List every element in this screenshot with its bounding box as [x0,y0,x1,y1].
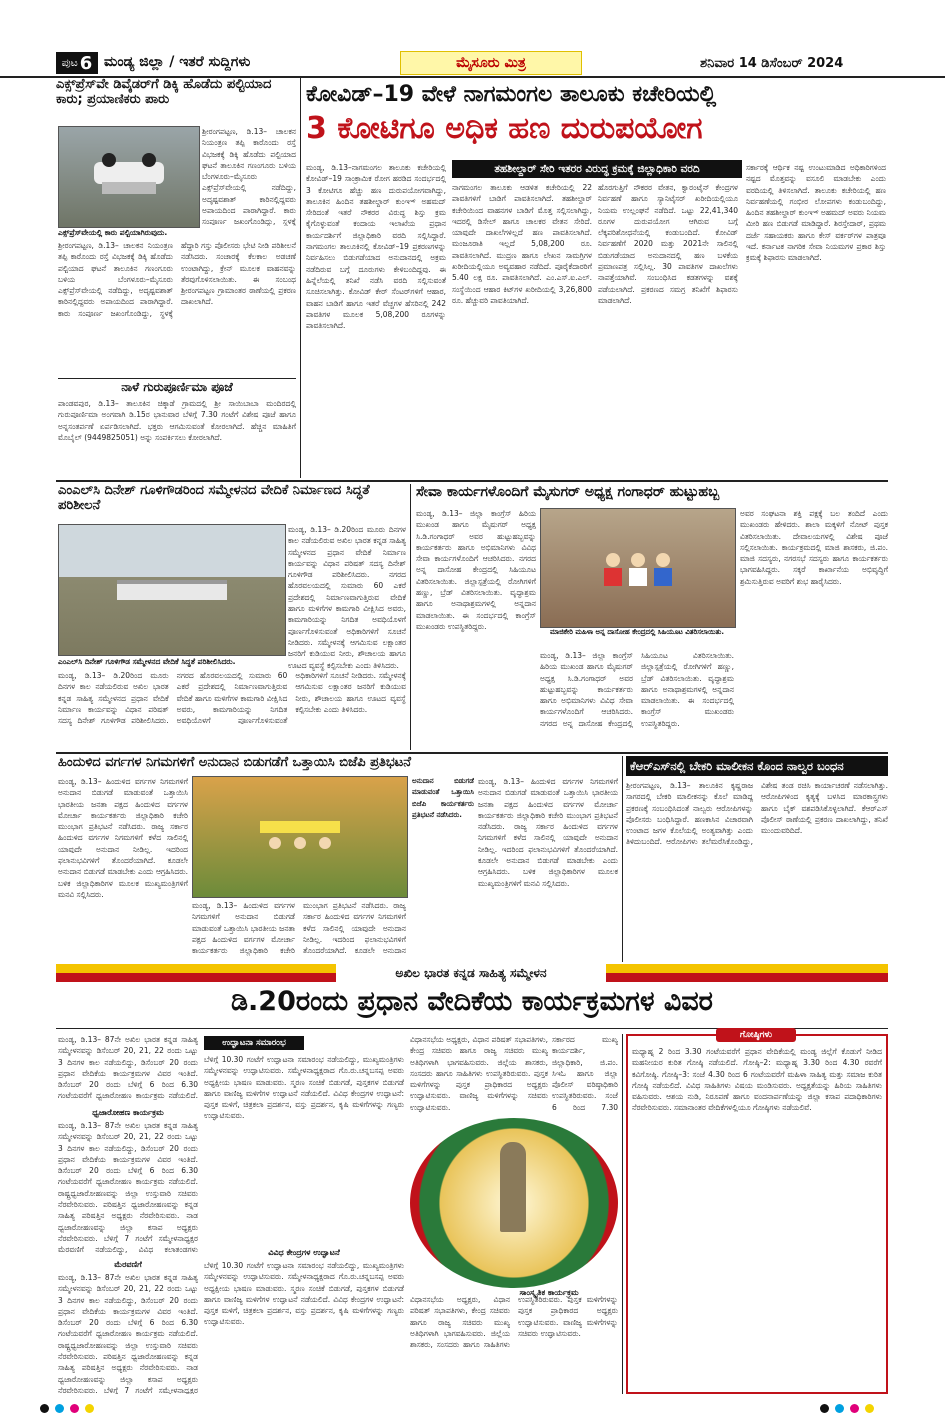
masthead: ಮೈಸೂರು ಮಿತ್ರ [400,51,582,75]
story5-photo [192,776,408,898]
sammelana-col-1-more: ಮಂಡ್ಯ, ಡಿ.13– 87ನೇ ಅಖಿಲ ಭಾರತ ಕನ್ನಡ ಸಾಹಿತ್ಯ ಸಮ್ಮೇಳನವನ್ನು ಡಿಸೆಂಬರ್ 20, 21, 22 ರಂದು ಒಟ್ಟು 3 ದಿನಗಳ ಕಾಲ ನಡೆಯಲಿದ್ದು, ಡಿಸೆಂಬರ್ 20 ರಂದು ಪ್ರಧಾನ ವೇದಿಕೆಯ ಕಾರ್ಯಕ್ರಮಗಳ ವಿವರ ಇಂತಿದೆ. ಡಿಸೆಂಬರ್ 20 ರಂದು ಬೆಳಿಗ್ಗೆ 6 ರಿಂದ 6.30 ಗಂಟೆಯವರೆಗೆ ಧ್ವಜಾರೋಹಣ ಕಾರ್ಯಕ್ರಮ ನಡೆಯಲಿದೆ. ರಾಷ್ಟ್ರಧ್ವಜಾರೋಹಣವನ್ನು ಜಿಲ್ಲಾ ಉಸ್ತುವಾರಿ ಸಚಿವರು ನೆರವೇರಿಸುವರು. ಪರಿಷತ್ತಿನ ಧ್ವಜಾರೋಹಣವನ್ನು ಕನ್ನಡ ಸಾಹಿತ್ಯ ಪರಿಷತ್ತಿನ ಅಧ್ಯಕ್ಷರು ನೆರವೇರಿಸುವರು. ನಾಡ ಧ್ವಜಾರೋಹಣವನ್ನು ಜಿಲ್ಲಾ ಕಸಾಪ ಅಧ್ಯಕ್ಷರು ನೆರವೇರಿಸುವರು. ಬೆಳಿಗ್ಗೆ 7 ಗಂಟೆಗೆ ಸಮ್ಮೇಳನಾಧ್ಯಕ್ಷರ [58,1273,198,1394]
story4-body-mid: ಮಂಡ್ಯ, ಡಿ.13– ಜಿಲ್ಲಾ ಕಾಂಗ್ರೆಸ್ ಹಿರಿಯ ಮುಖಂಡ ಹಾಗೂ ಮೈಷುಗರ್ ಅಧ್ಯಕ್ಷ ಸಿ.ಡಿ.ಗಂಗಾಧರ್ ಅವರ ಹುಟ್ಟುಹಬ್ಬವನ್ನು ಕಾರ್ಯಕರ್ತರು ಹಾಗೂ ಅಭಿಮಾನಿಗಳು ವಿವಿಧ ಸೇವಾ ಕಾರ್ಯಗಳೊಂದಿಗೆ ಆಚರಿಸಿದರು. ನಗರದ ಅನ್ನ ದಾಸೋಹ ಕೇಂದ್ರದಲ್ಲಿ ಸಿಹಿಯೂಟ ವಿತರಿಸಲಾಯಿತು. ಜಿಲ್ಲಾಸ್ಪತ್ರೆಯಲ್ಲಿ ರೋಗಿಗಳಿಗೆ ಹಣ್ಣು, ಬ್ರೆಡ್ ವಿತರಿಸಲಾಯಿತು. ವೃದ್ಧಾಶ್ರಮ ಹಾಗೂ ಅನಾಥಾಶ್ರಮಗಳಲ್ಲಿ ಅನ್ನದಾನ ಮಾಡಲಾಯಿತು. ಈ ಸಂದರ್ಭದಲ್ಲಿ ಕಾಂಗ್ರೆಸ್ ಮುಖಂಡರು ಉಪಸ್ಥಿತರಿದ್ದರು. [540,651,734,728]
sammelana-sub-inauguration: ಉದ್ಘಾಟನಾ ಸಮಾರಂಭ [204,1036,304,1050]
column-rule [410,484,411,750]
lead-subhead: ತಹಶೀಲ್ದಾರ್ ಸೇರಿ ಇತರರ ವಿರುದ್ಧ ಕ್ರಮಕ್ಕೆ ಜಿಲ್ಲಾಧಿಕಾರಿ ವರದಿ [452,160,742,178]
sammelana-col-4-top: ಸರ್ಕಾರದ ಮುಖ್ಯ ಕಾರ್ಯದರ್ಶಿ, ಜಿಲ್ಲಾಧಿಕಾರಿ, ಜಿ.ಪಂ. ಸಿಇಓ ಹಾಗೂ ಜಿಲ್ಲಾ ಪೊಲೀಸ್ ವರಿಷ್ಠಾಧಿಕಾರಿ ಉಪಸ್ಥಿತರಿರುವರು. ಸಂಜೆ 6 ರಿಂದ 7.30 [552,1035,618,1112]
sammelana-col-2: ಬೆಳಿಗ್ಗೆ 10.30 ಗಂಟೆಗೆ ಉದ್ಘಾಟನಾ ಸಮಾರಂಭ ನಡೆಯಲಿದ್ದು, ಮುಖ್ಯಮಂತ್ರಿಗಳು ಸಮ್ಮೇಳನವನ್ನು ಉದ್ಘಾಟಿಸುವರು. ಸಮ್ಮೇಳನಾಧ್ಯಕ್ಷರಾದ ಗೊ.ರು.ಚನ್ನಬಸಪ್ಪ ಅವರು ಅಧ್ಯಕ್ಷೀಯ ಭಾಷಣ ಮಾಡುವರು. ಸ್ಮರಣ ಸಂಚಿಕೆ ಬಿಡುಗಡೆ, ಪುಸ್ತಕಗಳ ಬಿಡುಗಡೆ ಹಾಗೂ ವಾಣಿಜ್ಯ ಮಳಿಗೆಗಳ ಉದ್ಘಾಟನೆ ನಡೆಯಲಿದೆ. ವಿವಿಧ ಕೇಂದ್ರಗಳ ಉದ್ಘಾಟನೆ: ಪುಸ್ತಕ ಮಳಿಗೆ, ಚಿತ್ರಕಲಾ ಪ್ರದರ್ಶನ, ವಸ್ತು ಪ್ರದರ್ಶನ, ಕೃಷಿ ಮಳಿಗೆಗಳನ್ನು ಗಣ್ಯರು ಉದ್ಘಾಟಿಸುವರು. [204,1055,404,1121]
sammelana-col-1: ಮಂಡ್ಯ, ಡಿ.13– 87ನೇ ಅಖಿಲ ಭಾರತ ಕನ್ನಡ ಸಾಹಿತ್ಯ ಸಮ್ಮೇಳನವನ್ನು ಡಿಸೆಂಬರ್ 20, 21, 22 ರಂದು ಒಟ್ಟು 3 ದಿನಗಳ ಕಾಲ ನಡೆಯಲಿದ್ದು, ಡಿಸೆಂಬರ್ 20 ರಂದು ಪ್ರಧಾನ ವೇದಿಕೆಯ ಕಾರ್ಯಕ್ರಮಗಳ ವಿವರ ಇಂತಿದೆ. ಡಿಸೆಂಬರ್ 20 ರಂದು ಬೆಳಿಗ್ಗೆ 6 ರಿಂದ 6.30 ಗಂಟೆಯವರೆಗೆ ಧ್ವಜಾರೋಹಣ ಕಾರ್ಯಕ್ರಮ ನಡೆಯಲಿದೆ. ರಾಷ್ಟ್ರಧ್ವಜಾರೋಹಣವನ್ನು ಜಿಲ್ಲಾ ಉಸ್ತುವಾರಿ ಸಚಿವರು ನೆರವೇರಿಸುವರು. ಪರಿಷತ್ತಿನ ಧ್ವಜಾರೋಹಣವನ್ನು ಕನ್ನಡ ಸಾಹಿತ್ಯ ಪರಿಷತ್ತಿನ ಅಧ್ಯಕ್ಷರು ನೆರವೇರಿಸುವರು. ನಾಡ ಧ್ವಜಾರೋಹಣವನ್ನು ಜಿಲ್ಲಾ ಕಸಾಪ ಅಧ್ಯಕ್ಷರು ನೆರವೇರಿಸುವರು. ಬೆಳಿಗ್ಗೆ 7 ಗಂಟೆಗೆ ಸಮ್ಮೇಳನಾಧ್ಯಕ್ಷರ ಮೆರವಣಿಗೆ ನಡೆಯಲಿದ್ದು, ವಿವಿಧ ಕಲಾತಂಡಗಳು [58,1121,198,1255]
sammelana-sub-procession: ಮೆರವಣಿಗೆ [114,1260,142,1269]
reg-dot [835,1404,844,1413]
story1-body: ಶ್ರೀರಂಗಪಟ್ಟಣ, ಡಿ.13– ಚಾಲಕನ ನಿಯಂತ್ರಣ ತಪ್ಪಿ ಕಾರೊಂದು ರಸ್ತೆ ವಿಭಜಕಕ್ಕೆ ಡಿಕ್ಕಿ ಹೊಡೆದು ಪಲ್ಟಿಯಾದ ಘಟನೆ ತಾಲೂಕಿನ ಗಣಂಗೂರು ಬಳಿಯ ಬೆಂಗಳೂರು–ಮೈಸೂರು ಎಕ್ಸ್‌ಪ್ರೆಸ್‌ವೇಯಲ್ಲಿ ನಡೆದಿದ್ದು, ಅದೃಷ್ಟವಶಾತ್ ಕಾರಿನಲ್ಲಿದ್ದವರು ಅಪಾಯದಿಂದ ಪಾರಾಗಿದ್ದಾರೆ. ಕಾರು ಸಂಪೂರ್ಣ ಜಖಂಗೊಂಡಿದ್ದು, ಸ್ಥಳಕ್ಕೆ ಹೆದ್ದಾರಿ ಗಸ್ತು ಪೊಲೀಸರು ಭೇಟಿ ನೀಡಿ ಪರಿಶೀಲನೆ ನಡೆಸಿದರು. ಸಂಚಾರಕ್ಕೆ ಕೆಲಕಾಲ ಅಡಚಣೆ ಉಂಟಾಗಿದ್ದು, ಕ್ರೇನ್ ಮೂಲಕ ವಾಹನವನ್ನು ತೆರವುಗೊಳಿಸಲಾಯಿತು. ಈ ಸಂಬಂಧ ಶ್ರೀರಂಗಪಟ್ಟಣ ಗ್ರಾಮಾಂತರ ಠಾಣೆಯಲ್ಲಿ ಪ್ರಕರಣ ದಾಖಲಾಗಿದೆ. [58,241,296,318]
lead-headline-1: ಕೋವಿಡ್–19 ವೇಳೆ ನಾಗಮಂಗಲ ತಾಲೂಕು ಕಚೇರಿಯಲ್ಲಿ [306,82,717,107]
story1-headline: ಎಕ್ಸ್‌ಪ್ರೆಸ್‌ವೇ ಡಿವೈಡರ್‌ಗೆ ಡಿಕ್ಕಿ ಹೊಡೆದು ಪಲ್ಟಿಯಾದ ಕಾರು; ಪ್ರಯಾಣಿಕರು ಪಾರು [56,77,272,107]
story5-body-right: ಮಂಡ್ಯ, ಡಿ.13– ಹಿಂದುಳಿದ ವರ್ಗಗಳ ನಿಗಮಗಳಿಗೆ ಅನುದಾನ ಬಿಡುಗಡೆ ಮಾಡುವಂತೆ ಒತ್ತಾಯಿಸಿ ಭಾರತೀಯ ಜನತಾ ಪಕ್ಷದ ಹಿಂದುಳಿದ ವರ್ಗಗಳ ಮೋರ್ಚಾ ಕಾರ್ಯಕರ್ತರು ಜಿಲ್ಲಾಧಿಕಾರಿ ಕಚೇರಿ ಮುಂಭಾಗ ಪ್ರತಿಭಟನೆ ನಡೆಸಿದರು. ರಾಜ್ಯ ಸರ್ಕಾರ ಹಿಂದುಳಿದ ವರ್ಗಗಳ ನಿಗಮಗಳಿಗೆ ಕಳೆದ ಸಾಲಿನಲ್ಲಿ ಯಾವುದೇ ಅನುದಾನ ನೀಡಿಲ್ಲ. ಇದರಿಂದ ಫಲಾನುಭವಿಗಳಿಗೆ ತೊಂದರೆಯಾಗಿದೆ. ಕೂಡಲೇ ಅನುದಾನ ಬಿಡುಗಡೆ ಮಾಡಬೇಕು ಎಂದು ಆಗ್ರಹಿಸಿದರು. ಬಳಿಕ ಜಿಲ್ಲಾಧಿಕಾರಿಗಳ ಮೂಲಕ ಮುಖ್ಯಮಂತ್ರಿಗಳಿಗೆ ಮನವಿ ಸಲ್ಲಿಸಿದರು. [478,777,618,888]
lead-col-1: ಮಂಡ್ಯ, ಡಿ.13–ನಾಗಮಂಗಲ ತಾಲೂಕು ಕಚೇರಿಯಲ್ಲಿ ಕೋವಿಡ್–19 ಸಾಂಕ್ರಾಮಿಕ ರೋಗ ಹರಡಿದ ಸಂದರ್ಭದಲ್ಲಿ 3 ಕೋಟಿಗೂ ಹೆಚ್ಚು ಹಣ ದುರುಪಯೋಗವಾಗಿದ್ದು, ತಾಲೂಕಿನ ಹಿಂದಿನ ತಹಶೀಲ್ದಾರ್ ಕುಂಞ್ ಅಹಮದ್ ಸೇರಿದಂತೆ ಇತರೆ ನೌಕರರ ವಿರುದ್ಧ ಶಿಸ್ತು ಕ್ರಮ ಕೈಗೊಳ್ಳುವಂತೆ ಕಂದಾಯ ಇಲಾಖೆಯ ಪ್ರಧಾನ ಕಾರ್ಯದರ್ಶಿಗೆ ಜಿಲ್ಲಾಧಿಕಾರಿ ವರದಿ ಸಲ್ಲಿಸಿದ್ದಾರೆ. ನಾಗಮಂಗಲ ತಾಲೂಕಿನಲ್ಲಿ ಕೋವಿಡ್–19 ಪ್ರಕರಣಗಳನ್ನು ನಿರ್ವಹಿಸಲು ಬಿಡುಗಡೆಯಾದ ಅನುದಾನದಲ್ಲಿ ಅಕ್ರಮ ನಡೆದಿರುವ ಬಗ್ಗೆ ದೂರುಗಳು ಕೇಳಿಬಂದಿದ್ದವು. ಈ ಹಿನ್ನೆಲೆಯಲ್ಲಿ ತನಿಖೆ ನಡೆಸಿ ವರದಿ ಸಲ್ಲಿಸುವಂತೆ ಸೂಚಿಸಲಾಗಿತ್ತು. ಕೋವಿಡ್ ಕೇರ್ ಸೆಂಟರ್‌ಗಳಿಗೆ ಆಹಾರ, ವಾಹನ ಬಾಡಿಗೆ ಹಾಗೂ ಇತರೆ ವೆಚ್ಚಗಳ ಹೆಸರಿನಲ್ಲಿ 242 ಪಾವತಿಗಳ ಮೂಲಕ 5,08,200 ರೂಗಳನ್ನು ಪಾವತಿಸಲಾಗಿದೆ. [306,163,446,331]
story4-photo [540,508,736,628]
sammelana-headline: ಡಿ.20ರಂದು ಪ್ರಧಾನ ವೇದಿಕೆಯ ಕಾರ್ಯಕ್ರಮಗಳ ವಿವರ [231,986,713,1017]
goshti-body: ಮಧ್ಯಾಹ್ನ 2 ರಿಂದ 3.30 ಗಂಟೆಯವರೆಗೆ ಪ್ರಧಾನ ವೇದಿಕೆಯಲ್ಲಿ ಮಂಡ್ಯ ಜಿಲ್ಲೆಗೆ ಕೊಡುಗೆ ನೀಡಿದ ಮಹನೀಯರ ಕುರಿತ ಗೋಷ್ಠಿ ನಡೆಯಲಿದೆ. ಗೋಷ್ಠಿ–2: ಮಧ್ಯಾಹ್ನ 3.30 ರಿಂದ 4.30 ರವರೆಗೆ ಕವಿಗೋಷ್ಠಿ. ಗೋಷ್ಠಿ–3: ಸಂಜೆ 4.30 ರಿಂದ 6 ಗಂಟೆಯವರೆಗೆ ಮಹಿಳಾ ಸಾಹಿತ್ಯ ಮತ್ತು ಸಮಾಜ ಕುರಿತ ಗೋಷ್ಠಿ ನಡೆಯಲಿದೆ. ವಿವಿಧ ಸಾಹಿತಿಗಳು ವಿಷಯ ಮಂಡಿಸುವರು. ಅಧ್ಯಕ್ಷತೆಯನ್ನು ಹಿರಿಯ ಸಾಹಿತಿಗಳು ವಹಿಸುವರು. ಆಶಯ ನುಡಿ, ನಿರೂಪಣೆ ಹಾಗೂ ವಂದನಾರ್ಪಣೆಯನ್ನು ಜಿಲ್ಲಾ ಕಸಾಪ ಪದಾಧಿಕಾರಿಗಳು ನೆರವೇರಿಸುವರು. ಸಮಾನಾಂತರ ವೇದಿಕೆಗಳಲ್ಲಿಯೂ ಗೋಷ್ಠಿಗಳು ನಡೆಯಲಿವೆ. [632,1047,882,1113]
divider [58,378,296,379]
lead-col-4: ಸರ್ಕಾರಕ್ಕೆ ಆರ್ಥಿಕ ನಷ್ಟ ಉಂಟುಮಾಡಿದ ಅಧಿಕಾರಿಗಳಿಂದ ನಷ್ಟದ ಮೊತ್ತವನ್ನು ವಸೂಲಿ ಮಾಡಬೇಕು ಎಂದು ವರದಿಯಲ್ಲಿ ತಿಳಿಸಲಾಗಿದೆ. ತಾಲೂಕು ಕಚೇರಿಯಲ್ಲಿ ಹಣ ನಿರ್ವಹಣೆಯಲ್ಲಿ ಗಂಭೀರ ಲೋಪಗಳು ಕಂಡುಬಂದಿದ್ದು, ಹಿಂದಿನ ತಹಶೀಲ್ದಾರ್ ಕುಂಞ್ ಅಹಮದ್ ಅವರು ನಿಯಮ ಮೀರಿ ಹಣ ಬಿಡುಗಡೆ ಮಾಡಿದ್ದಾರೆ. ಶಿರಸ್ತೇದಾರ್, ಪ್ರಥಮ ದರ್ಜೆ ಸಹಾಯಕರು ಹಾಗೂ ಕೇಸ್ ವರ್ಕರ್‌ಗಳ ಪಾತ್ರವೂ ಇದೆ. ಕರ್ನಾಟಕ ನಾಗರಿಕ ಸೇವಾ ನಿಯಮಗಳ ಪ್ರಕಾರ ಶಿಸ್ತು ಕ್ರಮಕ್ಕೆ ಶಿಫಾರಸು ಮಾಡಲಾಗಿದೆ. [746,163,886,263]
divider [56,480,888,482]
reg-dot [820,1404,829,1413]
registration-marks [40,1404,94,1413]
story2-headline: ನಾಳೆ ಗುರುಪೂರ್ಣಿಮಾ ಪೂಜೆ [121,380,233,394]
goshti-title: ಗೋಷ್ಠಿಗಳು [716,1028,796,1042]
reg-dot [850,1404,859,1413]
story1-body-intro: ಶ್ರೀರಂಗಪಟ್ಟಣ, ಡಿ.13– ಚಾಲಕನ ನಿಯಂತ್ರಣ ತಪ್ಪಿ ಕಾರೊಂದು ರಸ್ತೆ ವಿಭಜಕಕ್ಕೆ ಡಿಕ್ಕಿ ಹೊಡೆದು ಪಲ್ಟಿಯಾದ ಘಟನೆ ತಾಲೂಕಿನ ಗಣಂಗೂರು ಬಳಿಯ ಬೆಂಗಳೂರು–ಮೈಸೂರು ಎಕ್ಸ್‌ಪ್ರೆಸ್‌ವೇಯಲ್ಲಿ ನಡೆದಿದ್ದು, ಅದೃಷ್ಟವಶಾತ್ ಕಾರಿನಲ್ಲಿದ್ದವರು ಅಪಾಯದಿಂದ ಪಾರಾಗಿದ್ದಾರೆ. ಕಾರು ಸಂಪೂರ್ಣ ಜಖಂಗೊಂಡಿದ್ದು, ಸ್ಥಳಕ್ಕೆ [202,127,296,226]
sammelana-kicker: ಅಖಿಲ ಭಾರತ ಕನ್ನಡ ಸಾಹಿತ್ಯ ಸಮ್ಮೇಳನ [336,964,606,982]
column-rule [622,756,623,962]
people-group-icon [598,548,678,588]
section-title: ಮಂಡ್ಯ ಜಿಲ್ಲಾ / ಇತರೆ ಸುದ್ದಿಗಳು [104,54,251,70]
reg-dot [40,1404,49,1413]
story3-body-side: ಮಂಡ್ಯ, ಡಿ.13– ಡಿ.20ರಿಂದ ಮೂರು ದಿನಗಳ ಕಾಲ ನಡೆಯಲಿರುವ ಅಖಿಲ ಭಾರತ ಕನ್ನಡ ಸಾಹಿತ್ಯ ಸಮ್ಮೇಳನದ ಪ್ರಧಾನ ವೇದಿಕೆ ನಿರ್ಮಾಣ ಕಾರ್ಯವನ್ನು ವಿಧಾನ ಪರಿಷತ್ ಸದಸ್ಯ ದಿನೇಶ್ ಗೂಳಿಗೌಡ ಪರಿಶೀಲಿಸಿದರು. ನಗರದ ಹೊರವಲಯದಲ್ಲಿ ಸುಮಾರು 60 ಎಕರೆ ಪ್ರದೇಶದಲ್ಲಿ ನಿರ್ಮಾಣವಾಗುತ್ತಿರುವ ವೇದಿಕೆ ಹಾಗೂ ಮಳಿಗೆಗಳ ಕಾಮಗಾರಿ ವೀಕ್ಷಿಸಿದ ಅವರು, ಕಾಮಗಾರಿಯನ್ನು ನಿಗದಿತ ಅವಧಿಯೊಳಗೆ ಪೂರ್ಣಗೊಳಿಸುವಂತೆ ಅಧಿಕಾರಿಗಳಿಗೆ ಸೂಚನೆ ನೀಡಿದರು. ಸಮ್ಮೇಳನಕ್ಕೆ ಆಗಮಿಸುವ ಲಕ್ಷಾಂತರ ಜನರಿಗೆ ಕುಡಿಯುವ ನೀರು, ಶೌಚಾಲಯ ಹಾಗೂ ಊಟದ ವ್ಯವಸ್ಥೆ ಕಲ್ಪಿಸಬೇಕು ಎಂದು ತಿಳಿಸಿದರು. [288,525,406,670]
lead-col-2: ನಾಗಮಂಗಲ ತಾಲೂಕು ಆಡಳಿತ ಕಚೇರಿಯಲ್ಲಿ 22 ಪಾವತಿಗಳಿಗೆ ಬಾಡಿಗೆ ಪಾವತಿಸಲಾಗಿದೆ. ತಹಶೀಲ್ದಾರ್ ಕಚೇರಿಯಿಂದ ವಾಹನಗಳ ಬಾಡಿಗೆ ಮೊತ್ತ ಸಲ್ಲಿಸಲಾಗಿದ್ದು, ಇದರಲ್ಲಿ ಡಿಸೇಲ್ ಹಾಗೂ ಚಾಲಕರ ವೇತನ ಸೇರಿದೆ. ಯಾವುದೇ ದಾಖಲೆಗಳಿಲ್ಲದೆ ಹಣ ಪಾವತಿಸಲಾಗಿದೆ. ಮಂಜೂರಾತಿ ಇಲ್ಲದೆ 5,08,200 ರೂ. ಪಾವತಿಸಲಾಗಿದೆ. ಮುದ್ರಣ ಹಾಗೂ ಲೇಖನ ಸಾಮಗ್ರಿಗಳ ಖರೀದಿಯಲ್ಲಿಯೂ ಅವ್ಯವಹಾರ ನಡೆದಿದೆ. ಪೂರೈಕೆದಾರರಿಗೆ 5.40 ಲಕ್ಷ ರೂ. ಪಾವತಿಸಲಾಗಿದೆ. ಎಂ.ಎಸ್.ಐ.ಎಲ್. ಸಂಸ್ಥೆಯಿಂದ ಆಹಾರ ಕಿಟ್‌ಗಳ ಖರೀದಿಯಲ್ಲಿ 3,26,800 ರೂ. ಹೆಚ್ಚುವರಿ ಪಾವತಿಯಾಗಿದೆ. [452,183,592,305]
story3-caption: ಎಂಎಲ್‌ಸಿ ದಿನೇಶ್ ಗೂಳಿಗೌಡ ಸಮ್ಮೇಳನದ ವೇದಿಕೆ ಸಿದ್ಧತೆ ಪರಿಶೀಲಿಸಿದರು. [58,657,236,666]
reg-dot [55,1404,64,1413]
reg-dot [85,1404,94,1413]
sammelana-col-3-more: ವಿಧಾನಸಭೆಯ ಅಧ್ಯಕ್ಷರು, ವಿಧಾನ ಪರಿಷತ್ ಸಭಾಪತಿಗಳು, ಕೇಂದ್ರ ಸಚಿವರು ಹಾಗೂ ರಾಜ್ಯ ಸಚಿವರು ಮುಖ್ಯ ಅತಿಥಿಗಳಾಗಿ ಭಾಗವಹಿಸುವರು. ಜಿಲ್ಲೆಯ ಶಾಸಕರು, ಸಂಸದರು ಹಾಗೂ ಸಾಹಿತಿಗಳು ಉಪಸ್ಥಿತರಿರುವರು. ಪುಸ್ತಕ ಮಳಿಗೆಗಳನ್ನು ಪುಸ್ತಕ ಪ್ರಾಧಿಕಾರದ ಅಧ್ಯಕ್ಷರು ಉದ್ಘಾಟಿಸುವರು. ವಾಣಿಜ್ಯ ಮಳಿಗೆಗಳನ್ನು ಸಚಿವರು ಉದ್ಘಾಟಿಸುವರು. [410,1295,618,1350]
story5-body: ಮಂಡ್ಯ, ಡಿ.13– ಹಿಂದುಳಿದ ವರ್ಗಗಳ ನಿಗಮಗಳಿಗೆ ಅನುದಾನ ಬಿಡುಗಡೆ ಮಾಡುವಂತೆ ಒತ್ತಾಯಿಸಿ ಭಾರತೀಯ ಜನತಾ ಪಕ್ಷದ ಹಿಂದುಳಿದ ವರ್ಗಗಳ ಮೋರ್ಚಾ ಕಾರ್ಯಕರ್ತರು ಜಿಲ್ಲಾಧಿಕಾರಿ ಕಚೇರಿ ಮುಂಭಾಗ ಪ್ರತಿಭಟನೆ ನಡೆಸಿದರು. ರಾಜ್ಯ ಸರ್ಕಾರ ಹಿಂದುಳಿದ ವರ್ಗಗಳ ನಿಗಮಗಳಿಗೆ ಕಳೆದ ಸಾಲಿನಲ್ಲಿ ಯಾವುದೇ ಅನುದಾನ ನೀಡಿಲ್ಲ. ಇದರಿಂದ ಫಲಾನುಭವಿಗಳಿಗೆ ತೊಂದರೆಯಾಗಿದೆ. ಕೂಡಲೇ ಅನುದಾನ ಬಿಡುಗಡೆ ಮಾಡಬೇಕು ಎಂದು ಆಗ್ರಹಿಸಿದರು. ಬಳಿಕ ಜಿಲ್ಲಾಧಿಕಾರಿಗಳ ಮೂಲಕ ಮುಖ್ಯಮಂತ್ರಿಗಳಿಗೆ ಮನವಿ ಸಲ್ಲಿಸಿದರು. [58,777,188,899]
reg-dot [865,1404,874,1413]
story3-photo [58,524,286,656]
lead-headline-2: 3 ಕೋಟಿಗೂ ಅಧಿಕ ಹಣ ದುರುಪಯೋಗ [306,111,703,146]
story1-caption: ಎಕ್ಸ್‌ಪ್ರೆಸ್‌ವೇಯಲ್ಲಿ ಕಾರು ಪಲ್ಟಿಯಾಗಿರುವುದು. [58,228,168,237]
overturned-car-icon [84,152,174,202]
story6-headline: ಕೆಆರ್‌ಎಸ್‌ನಲ್ಲಿ ಬೇಕರಿ ಮಾಲೀಕನ ಕೊಂದ ನಾಲ್ವರ ಬಂಧನ [626,756,888,776]
story4-body-left: ಮಂಡ್ಯ, ಡಿ.13– ಜಿಲ್ಲಾ ಕಾಂಗ್ರೆಸ್ ಹಿರಿಯ ಮುಖಂಡ ಹಾಗೂ ಮೈಷುಗರ್ ಅಧ್ಯಕ್ಷ ಸಿ.ಡಿ.ಗಂಗಾಧರ್ ಅವರ ಹುಟ್ಟುಹಬ್ಬವನ್ನು ಕಾರ್ಯಕರ್ತರು ಹಾಗೂ ಅಭಿಮಾನಿಗಳು ವಿವಿಧ ಸೇವಾ ಕಾರ್ಯಗಳೊಂದಿಗೆ ಆಚರಿಸಿದರು. ನಗರದ ಅನ್ನ ದಾಸೋಹ ಕೇಂದ್ರದಲ್ಲಿ ಸಿಹಿಯೂಟ ವಿತರಿಸಲಾಯಿತು. ಜಿಲ್ಲಾಸ್ಪತ್ರೆಯಲ್ಲಿ ರೋಗಿಗಳಿಗೆ ಹಣ್ಣು, ಬ್ರೆಡ್ ವಿತರಿಸಲಾಯಿತು. ವೃದ್ಧಾಶ್ರಮ ಹಾಗೂ ಅನಾಥಾಶ್ರಮಗಳಲ್ಲಿ ಅನ್ನದಾನ ಮಾಡಲಾಯಿತು. ಈ ಸಂದರ್ಭದಲ್ಲಿ ಕಾಂಗ್ರೆಸ್ ಮುಖಂಡರು ಉಪಸ್ಥಿತರಿದ್ದರು. [416,509,536,631]
story3-body: ಮಂಡ್ಯ, ಡಿ.13– ಡಿ.20ರಿಂದ ಮೂರು ದಿನಗಳ ಕಾಲ ನಡೆಯಲಿರುವ ಅಖಿಲ ಭಾರತ ಕನ್ನಡ ಸಾಹಿತ್ಯ ಸಮ್ಮೇಳನದ ಪ್ರಧಾನ ವೇದಿಕೆ ನಿರ್ಮಾಣ ಕಾರ್ಯವನ್ನು ವಿಧಾನ ಪರಿಷತ್ ಸದಸ್ಯ ದಿನೇಶ್ ಗೂಳಿಗೌಡ ಪರಿಶೀಲಿಸಿದರು. ನಗರದ ಹೊರವಲಯದಲ್ಲಿ ಸುಮಾರು 60 ಎಕರೆ ಪ್ರದೇಶದಲ್ಲಿ ನಿರ್ಮಾಣವಾಗುತ್ತಿರುವ ವೇದಿಕೆ ಹಾಗೂ ಮಳಿಗೆಗಳ ಕಾಮಗಾರಿ ವೀಕ್ಷಿಸಿದ ಅವರು, ಕಾಮಗಾರಿಯನ್ನು ನಿಗದಿತ ಅವಧಿಯೊಳಗೆ ಪೂರ್ಣಗೊಳಿಸುವಂತೆ ಅಧಿಕಾರಿಗಳಿಗೆ ಸೂಚನೆ ನೀಡಿದರು. ಸಮ್ಮೇಳನಕ್ಕೆ ಆಗಮಿಸುವ ಲಕ್ಷಾಂತರ ಜನರಿಗೆ ಕುಡಿಯುವ ನೀರು, ಶೌಚಾಲಯ ಹಾಗೂ ಊಟದ ವ್ಯವಸ್ಥೆ ಕಲ್ಪಿಸಬೇಕು ಎಂದು ತಿಳಿಸಿದರು. [58,671,406,726]
sammelana-sub-flag: ಧ್ವಜಾರೋಹಣ ಕಾರ್ಯಕ್ರಮ [92,1108,164,1117]
reg-dot [70,1404,79,1413]
dateline: ಶನಿವಾರ 14 ಡಿಸೆಂಬರ್ 2024 [700,56,844,71]
page-number-box [56,52,98,74]
story4-body-right: ಅವರ ಸಂಘಟನಾ ಶಕ್ತಿ ಪಕ್ಷಕ್ಕೆ ಬಲ ತಂದಿದೆ ಎಂದು ಮುಖಂಡರು ಹೇಳಿದರು. ಶಾಲಾ ಮಕ್ಕಳಿಗೆ ನೋಟ್ ಪುಸ್ತಕ ವಿತರಿಸಲಾಯಿತು. ದೇವಾಲಯಗಳಲ್ಲಿ ವಿಶೇಷ ಪೂಜೆ ಸಲ್ಲಿಸಲಾಯಿತು. ಕಾರ್ಯಕ್ರಮದಲ್ಲಿ ಮಾಜಿ ಶಾಸಕರು, ಜಿ.ಪಂ. ಮಾಜಿ ಸದಸ್ಯರು, ನಗರಸಭೆ ಸದಸ್ಯರು ಹಾಗೂ ಕಾರ್ಯಕರ್ತರು ಭಾಗವಹಿಸಿದ್ದರು. ಸಕ್ಕರೆ ಕಾರ್ಖಾನೆಯ ಅಭಿವೃದ್ಧಿಗೆ ಶ್ರಮಿಸುತ್ತಿರುವ ಅವರಿಗೆ ಶುಭ ಹಾರೈಸಿದರು. [740,509,888,586]
registration-marks-right [820,1404,874,1413]
sammelana-col-1-intro: ಮಂಡ್ಯ, ಡಿ.13– 87ನೇ ಅಖಿಲ ಭಾರತ ಕನ್ನಡ ಸಾಹಿತ್ಯ ಸಮ್ಮೇಳನವನ್ನು ಡಿಸೆಂಬರ್ 20, 21, 22 ರಂದು ಒಟ್ಟು 3 ದಿನಗಳ ಕಾಲ ನಡೆಯಲಿದ್ದು, ಡಿಸೆಂಬರ್ 20 ರಂದು ಪ್ರಧಾನ ವೇದಿಕೆಯ ಕಾರ್ಯಕ್ರಮಗಳ ವಿವರ ಇಂತಿದೆ. ಡಿಸೆಂಬರ್ 20 ರಂದು ಬೆಳಿಗ್ಗೆ 6 ರಿಂದ 6.30 ಗಂಟೆಯವರೆಗೆ ಧ್ವಜಾರೋಹಣ ಕಾರ್ಯಕ್ರಮ ನಡೆಯಲಿದೆ. [58,1035,198,1101]
column-rule [622,1034,623,1394]
page-label: ಪುಟ [61,56,78,69]
stage-structure-icon [112,570,232,610]
column-rule [300,78,301,478]
divider [56,752,888,754]
lead-col-3: ಹೊರಗುತ್ತಿಗೆ ನೌಕರರ ವೇತನ, ಕ್ವಾರಂಟೈನ್ ಕೇಂದ್ರಗಳ ನಿರ್ವಹಣೆ ಹಾಗೂ ಸ್ಯಾನಿಟೈಸರ್ ಖರೀದಿಯಲ್ಲಿಯೂ ನಿಯಮ ಉಲ್ಲಂಘನೆ ನಡೆದಿದೆ. ಒಟ್ಟು 22,41,340 ರೂಗಳ ದುರುಪಯೋಗ ಆಗಿರುವ ಬಗ್ಗೆ ಲೆಕ್ಕಪರಿಶೋಧನೆಯಲ್ಲಿ ಕಂಡುಬಂದಿದೆ. ಕೋವಿಡ್ ನಿರ್ವಹಣೆಗೆ 2020 ಮತ್ತು 2021ನೇ ಸಾಲಿನಲ್ಲಿ ಬಿಡುಗಡೆಯಾದ ಅನುದಾನದಲ್ಲಿ ಹಣ ಬಳಕೆಯ ಪ್ರಮಾಣಪತ್ರ ಸಲ್ಲಿಸಿಲ್ಲ. 30 ಪಾವತಿಗಳ ದಾಖಲೆಗಳು ನಾಪತ್ತೆಯಾಗಿವೆ. ಸಂಬಂಧಿಸಿದ ಕಡತಗಳನ್ನು ವಶಕ್ಕೆ ಪಡೆಯಲಾಗಿದೆ. ಪ್ರಕರಣದ ಸಮಗ್ರ ತನಿಖೆಗೆ ಶಿಫಾರಸು ಮಾಡಲಾಗಿದೆ. [598,183,738,305]
statue-icon [500,1142,526,1232]
story4-caption: ಮಾಜಿಕೇರಿ ಮಹಿಳಾ ಅನ್ನ ದಾಸೋಹ ಕೇಂದ್ರದಲ್ಲಿ ಸಿಹಿಯೂಟ ವಿತರಿಸಲಾಯಿತು. [549,628,725,636]
story2-body: ಪಾಂಡವಪುರ, ಡಿ.13– ತಾಲೂಕಿನ ಚಿಕ್ಕಾಡೆ ಗ್ರಾಮದಲ್ಲಿ ಶ್ರೀ ಸಾಯಿಬಾಬಾ ಮಂದಿರದಲ್ಲಿ ಗುರುಪೂರ್ಣಿಮಾ ಅಂಗವಾಗಿ ಡಿ.15ರ ಭಾನುವಾರ ಬೆಳಿಗ್ಗೆ 7.30 ಗಂಟೆಗೆ ವಿಶೇಷ ಪೂಜೆ ಹಾಗೂ ಅನ್ನಸಂತರ್ಪಣೆ ಏರ್ಪಡಿಸಲಾಗಿದೆ. ಭಕ್ತರು ಆಗಮಿಸುವಂತೆ ಕೋರಲಾಗಿದೆ. ಹೆಚ್ಚಿನ ಮಾಹಿತಿಗೆ ಮೊಬೈಲ್ (9449825051) ಅನ್ನು ಸಂಪರ್ಕಿಸಲು ಕೋರಲಾಗಿದೆ. [58,399,296,442]
story1-photo [58,126,200,228]
story4-headline: ಸೇವಾ ಕಾರ್ಯಗಳೊಂದಿಗೆ ಮೈಸುಗರ್ ಅಧ್ಯಕ್ಷ ಗಂಗಾಧರ್ ಹುಟ್ಟುಹಬ್ಬ [416,484,720,500]
story6-body: ಶ್ರೀರಂಗಪಟ್ಟಣ, ಡಿ.13– ತಾಲೂಕಿನ ಕೃಷ್ಣರಾಜ ಸಾಗರದಲ್ಲಿ ಬೇಕರಿ ಮಾಲೀಕನನ್ನು ಕೊಲೆ ಮಾಡಿದ್ದ ಪ್ರಕರಣಕ್ಕೆ ಸಂಬಂಧಿಸಿದಂತೆ ನಾಲ್ವರು ಆರೋಪಿಗಳನ್ನು ಪೊಲೀಸರು ಬಂಧಿಸಿದ್ದಾರೆ. ಹಣಕಾಸಿನ ವಿಚಾರವಾಗಿ ಉಂಟಾದ ಜಗಳ ಕೊಲೆಯಲ್ಲಿ ಅಂತ್ಯವಾಗಿತ್ತು ಎಂದು ತಿಳಿದುಬಂದಿದೆ. ಆರೋಪಿಗಳು ತಲೆಮರೆಸಿಕೊಂಡಿದ್ದು, ವಿಶೇಷ ತಂಡ ರಚಿಸಿ ಕಾರ್ಯಾಚರಣೆ ನಡೆಸಲಾಗಿತ್ತು. ಆರೋಪಿಗಳಿಂದ ಕೃತ್ಯಕ್ಕೆ ಬಳಸಿದ ಮಾರಕಾಸ್ತ್ರಗಳು ಹಾಗೂ ಬೈಕ್ ವಶಪಡಿಸಿಕೊಳ್ಳಲಾಗಿದೆ. ಕೆಆರ್‌ಎಸ್ ಪೊಲೀಸ್ ಠಾಣೆಯಲ್ಲಿ ಪ್ರಕರಣ ದಾಖಲಾಗಿದ್ದು, ತನಿಖೆ ಮುಂದುವರಿದಿದೆ. [626,781,888,847]
story5-headline: ಹಿಂದುಳಿದ ವರ್ಗಗಳ ನಿಗಮಗಳಿಗೆ ಅನುದಾನ ಬಿಡುಗಡೆಗೆ ಒತ್ತಾಯಿಸಿ ಬಿಜೆಪಿ ಪ್ರತಿಭಟನೆ [58,755,411,770]
protest-crowd-icon [255,817,345,857]
sammelana-sub-evening: ಸಾಂಸ್ಕೃತಿಕ ಕಾರ್ಯಕ್ರಮ [519,1288,579,1297]
sammelana-sub-centres: ವಿವಿಧ ಕೇಂದ್ರಗಳ ಉದ್ಘಾಟನೆ [268,1248,340,1257]
page-number: 6 [79,52,93,74]
sammelana-col-2-more: ಬೆಳಿಗ್ಗೆ 10.30 ಗಂಟೆಗೆ ಉದ್ಘಾಟನಾ ಸಮಾರಂಭ ನಡೆಯಲಿದ್ದು, ಮುಖ್ಯಮಂತ್ರಿಗಳು ಸಮ್ಮೇಳನವನ್ನು ಉದ್ಘಾಟಿಸುವರು. ಸಮ್ಮೇಳನಾಧ್ಯಕ್ಷರಾದ ಗೊ.ರು.ಚನ್ನಬಸಪ್ಪ ಅವರು ಅಧ್ಯಕ್ಷೀಯ ಭಾಷಣ ಮಾಡುವರು. ಸ್ಮರಣ ಸಂಚಿಕೆ ಬಿಡುಗಡೆ, ಪುಸ್ತಕಗಳ ಬಿಡುಗಡೆ ಹಾಗೂ ವಾಣಿಜ್ಯ ಮಳಿಗೆಗಳ ಉದ್ಘಾಟನೆ ನಡೆಯಲಿದೆ. ವಿವಿಧ ಕೇಂದ್ರಗಳ ಉದ್ಘಾಟನೆ: ಪುಸ್ತಕ ಮಳಿಗೆ, ಚಿತ್ರಕಲಾ ಪ್ರದರ್ಶನ, ವಸ್ತು ಪ್ರದರ್ಶನ, ಕೃಷಿ ಮಳಿಗೆಗಳನ್ನು ಗಣ್ಯರು ಉದ್ಘಾಟಿಸುವರು. [204,1261,404,1327]
story5-photo-note: ಅನುದಾನ ಬಿಡುಗಡೆ ಮಾಡುವಂತೆ ಒತ್ತಾಯಿಸಿ ಬಿಜೆಪಿ ಕಾರ್ಯಕರ್ತರು ಪ್ರತಿಭಟನೆ ನಡೆಸಿದರು. [412,777,474,819]
story3-headline: ಎಂಎಲ್‌ಸಿ ದಿನೇಶ್ ಗೂಳಿಗೌಡರಿಂದ ಸಮ್ಮೇಳನದ ವೇದಿಕೆ ನಿರ್ಮಾಣದ ಸಿದ್ಧತೆ ಪರಿಶೀಲನೆ [58,483,370,513]
story5-body-lower: ಮಂಡ್ಯ, ಡಿ.13– ಹಿಂದುಳಿದ ವರ್ಗಗಳ ನಿಗಮಗಳಿಗೆ ಅನುದಾನ ಬಿಡುಗಡೆ ಮಾಡುವಂತೆ ಒತ್ತಾಯಿಸಿ ಭಾರತೀಯ ಜನತಾ ಪಕ್ಷದ ಹಿಂದುಳಿದ ವರ್ಗಗಳ ಮೋರ್ಚಾ ಕಾರ್ಯಕರ್ತರು ಜಿಲ್ಲಾಧಿಕಾರಿ ಕಚೇರಿ ಮುಂಭಾಗ ಪ್ರತಿಭಟನೆ ನಡೆಸಿದರು. ರಾಜ್ಯ ಸರ್ಕಾರ ಹಿಂದುಳಿದ ವರ್ಗಗಳ ನಿಗಮಗಳಿಗೆ ಕಳೆದ ಸಾಲಿನಲ್ಲಿ ಯಾವುದೇ ಅನುದಾನ ನೀಡಿಲ್ಲ. ಇದರಿಂದ ಫಲಾನುಭವಿಗಳಿಗೆ ತೊಂದರೆಯಾಗಿದೆ. ಕೂಡಲೇ ಅನುದಾನ [192,901,406,956]
sammelana-col-3: ವಿಧಾನಸಭೆಯ ಅಧ್ಯಕ್ಷರು, ವಿಧಾನ ಪರಿಷತ್ ಸಭಾಪತಿಗಳು, ಕೇಂದ್ರ ಸಚಿವರು ಹಾಗೂ ರಾಜ್ಯ ಸಚಿವರು ಮುಖ್ಯ ಅತಿಥಿಗಳಾಗಿ ಭಾಗವಹಿಸುವರು. ಜಿಲ್ಲೆಯ ಶಾಸಕರು, ಸಂಸದರು ಹಾಗೂ ಸಾಹಿತಿಗಳು ಉಪಸ್ಥಿತರಿರುವರು. ಪುಸ್ತಕ ಮಳಿಗೆಗಳನ್ನು ಪುಸ್ತಕ ಪ್ರಾಧಿಕಾರದ ಅಧ್ಯಕ್ಷರು ಉದ್ಘಾಟಿಸುವರು. ವಾಣಿಜ್ಯ ಮಳಿಗೆಗಳನ್ನು ಸಚಿವರು ಉದ್ಘಾಟಿಸುವರು. [410,1035,548,1112]
